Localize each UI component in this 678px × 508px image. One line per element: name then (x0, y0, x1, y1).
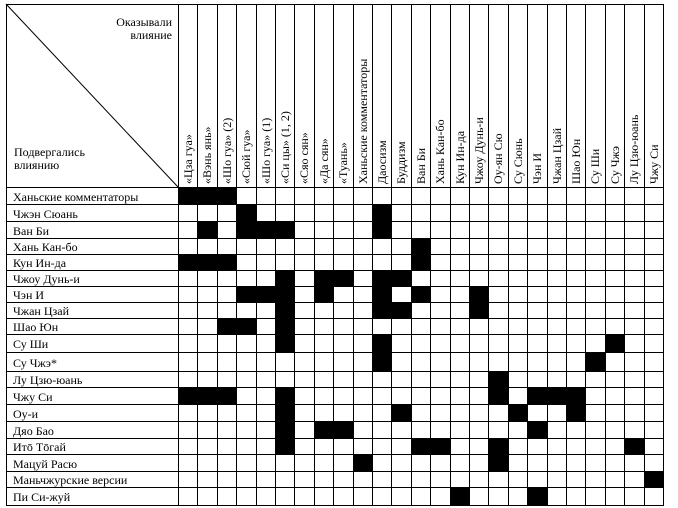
row-label: Су Ши (13, 337, 49, 351)
filled-cell (217, 254, 237, 271)
filled-cell (275, 318, 295, 335)
filled-cell (178, 254, 198, 271)
row-label: Маньчжурские версии (13, 473, 128, 487)
column-header: Даосизм (375, 140, 389, 184)
column-header: Шао Юн (569, 138, 583, 184)
filled-cell (508, 404, 528, 422)
column-header: Ван Би (413, 147, 428, 184)
column-line (469, 4, 470, 506)
column-header: «Сяо сян» (297, 132, 312, 184)
filled-cell (236, 286, 257, 303)
filled-cell (275, 404, 295, 422)
filled-cell (527, 387, 548, 405)
filled-cell (372, 286, 392, 303)
row-label: Итō Тōгай (13, 440, 66, 454)
column-line (605, 4, 606, 506)
influencers-label: Оказывали влияние (116, 15, 172, 42)
column-header: Хань Кан-бо (433, 119, 448, 184)
filled-cell (605, 334, 625, 353)
column-header: Чжоу Дунь-и (472, 117, 486, 184)
column-line (644, 4, 645, 506)
column-header: Буддизм (394, 141, 409, 184)
row-label: Пи Си-жуй (13, 490, 71, 504)
filled-cell (178, 187, 198, 205)
filled-cell (275, 302, 295, 319)
column-header: Су Ши (588, 148, 603, 184)
column-header: «Сюй гуа» (239, 129, 254, 184)
filled-cell (275, 270, 295, 287)
filled-cell (527, 421, 548, 439)
row-label: Чжэн Сюань (13, 206, 78, 221)
filled-cell (197, 221, 218, 239)
row-label: Шао Юн (13, 320, 59, 334)
filled-cell (391, 404, 412, 422)
column-line (585, 4, 586, 506)
filled-cell (236, 204, 257, 222)
filled-cell (275, 421, 295, 439)
column-header: Ханьские комментаторы (355, 58, 370, 184)
row-label: Дяо Бао (13, 423, 54, 438)
filled-cell (275, 221, 295, 239)
filled-cell (333, 270, 354, 287)
row-label: Чжу Си (13, 389, 53, 404)
filled-cell (275, 387, 295, 405)
filled-cell (566, 404, 586, 422)
column-line (488, 4, 489, 506)
row-label: Ханьские комментаторы (13, 189, 139, 204)
filled-cell (527, 487, 548, 506)
filled-cell (314, 270, 334, 287)
filled-cell (197, 187, 218, 205)
filled-cell (372, 334, 392, 353)
row-label: Лу Цзю-юань (13, 373, 83, 387)
column-line (663, 4, 664, 506)
filled-cell (217, 387, 237, 405)
column-header: «Туань» (336, 142, 351, 184)
filled-cell (197, 387, 218, 405)
filled-cell (372, 352, 392, 372)
filled-cell (197, 254, 218, 271)
row-label: Мацуй Расю (13, 456, 78, 471)
filled-cell (372, 204, 392, 222)
row-label: Чжан Цзай (13, 304, 69, 318)
column-header: Су Сюнь (510, 138, 525, 184)
filled-cell (488, 438, 509, 455)
filled-cell (566, 387, 586, 405)
column-line (624, 4, 625, 506)
filled-cell (411, 254, 431, 271)
filled-cell (372, 270, 392, 287)
influenced-label: Подвергались влиянию (14, 145, 85, 172)
filled-cell (314, 421, 334, 439)
column-header: Кун Ин-да (452, 130, 467, 184)
filled-cell (450, 487, 470, 506)
column-line (566, 4, 567, 506)
column-header: Чжан Цзай (549, 128, 564, 184)
filled-cell (391, 302, 412, 319)
column-header: Чжу Си (646, 144, 661, 184)
column-line (391, 4, 392, 506)
row-label: Хань Кан-бо (13, 240, 78, 254)
filled-cell (624, 438, 645, 455)
row-label: Кун Ин-да (13, 256, 67, 270)
column-line (372, 4, 373, 506)
filled-cell (469, 286, 489, 303)
column-header: Лу Цзю-юань (627, 114, 642, 184)
filled-cell (217, 187, 237, 205)
filled-cell (644, 471, 664, 488)
row-label: Чжоу Дунь-и (13, 272, 80, 286)
filled-cell (488, 387, 509, 405)
filled-cell (372, 302, 392, 319)
filled-cell (585, 352, 606, 372)
row-label: Ван Би (13, 223, 50, 238)
row-label: Чэн И (13, 288, 45, 302)
filled-cell (372, 221, 392, 239)
column-header: Чэн И (530, 152, 545, 184)
column-header: «Да сян» (316, 138, 331, 184)
filled-cell (411, 238, 431, 255)
filled-cell (256, 221, 276, 239)
column-header: Су Чжэ (607, 146, 622, 184)
filled-cell (275, 334, 295, 353)
column-header: «Цза гуа» (181, 134, 195, 184)
column-header: «Си цы» (1, 2) (278, 111, 292, 184)
filled-cell (275, 438, 295, 455)
filled-cell (217, 318, 237, 335)
column-line (256, 4, 257, 506)
filled-cell (178, 387, 198, 405)
filled-cell (469, 302, 489, 319)
filled-cell (353, 454, 373, 472)
row-label: Оу-и (13, 406, 39, 421)
column-header: «Вэнь янь» (200, 126, 215, 184)
filled-cell (236, 318, 257, 335)
column-header: «Шо гуа» (1) (258, 117, 273, 184)
filled-cell (488, 454, 509, 472)
filled-cell (333, 421, 354, 439)
filled-cell (547, 387, 567, 405)
column-line (508, 4, 509, 506)
column-header: «Шо гуа» (2) (219, 117, 234, 184)
column-header: Оу-ян Сю (491, 133, 506, 184)
filled-cell (314, 286, 334, 303)
filled-cell (411, 286, 431, 303)
column-line (450, 4, 451, 506)
filled-cell (236, 221, 257, 239)
filled-cell (275, 286, 295, 303)
filled-cell (430, 438, 451, 455)
filled-cell (488, 371, 509, 388)
filled-cell (256, 286, 276, 303)
row-label: Су Чжэ* (13, 355, 57, 370)
filled-cell (391, 270, 412, 287)
filled-cell (411, 438, 431, 455)
